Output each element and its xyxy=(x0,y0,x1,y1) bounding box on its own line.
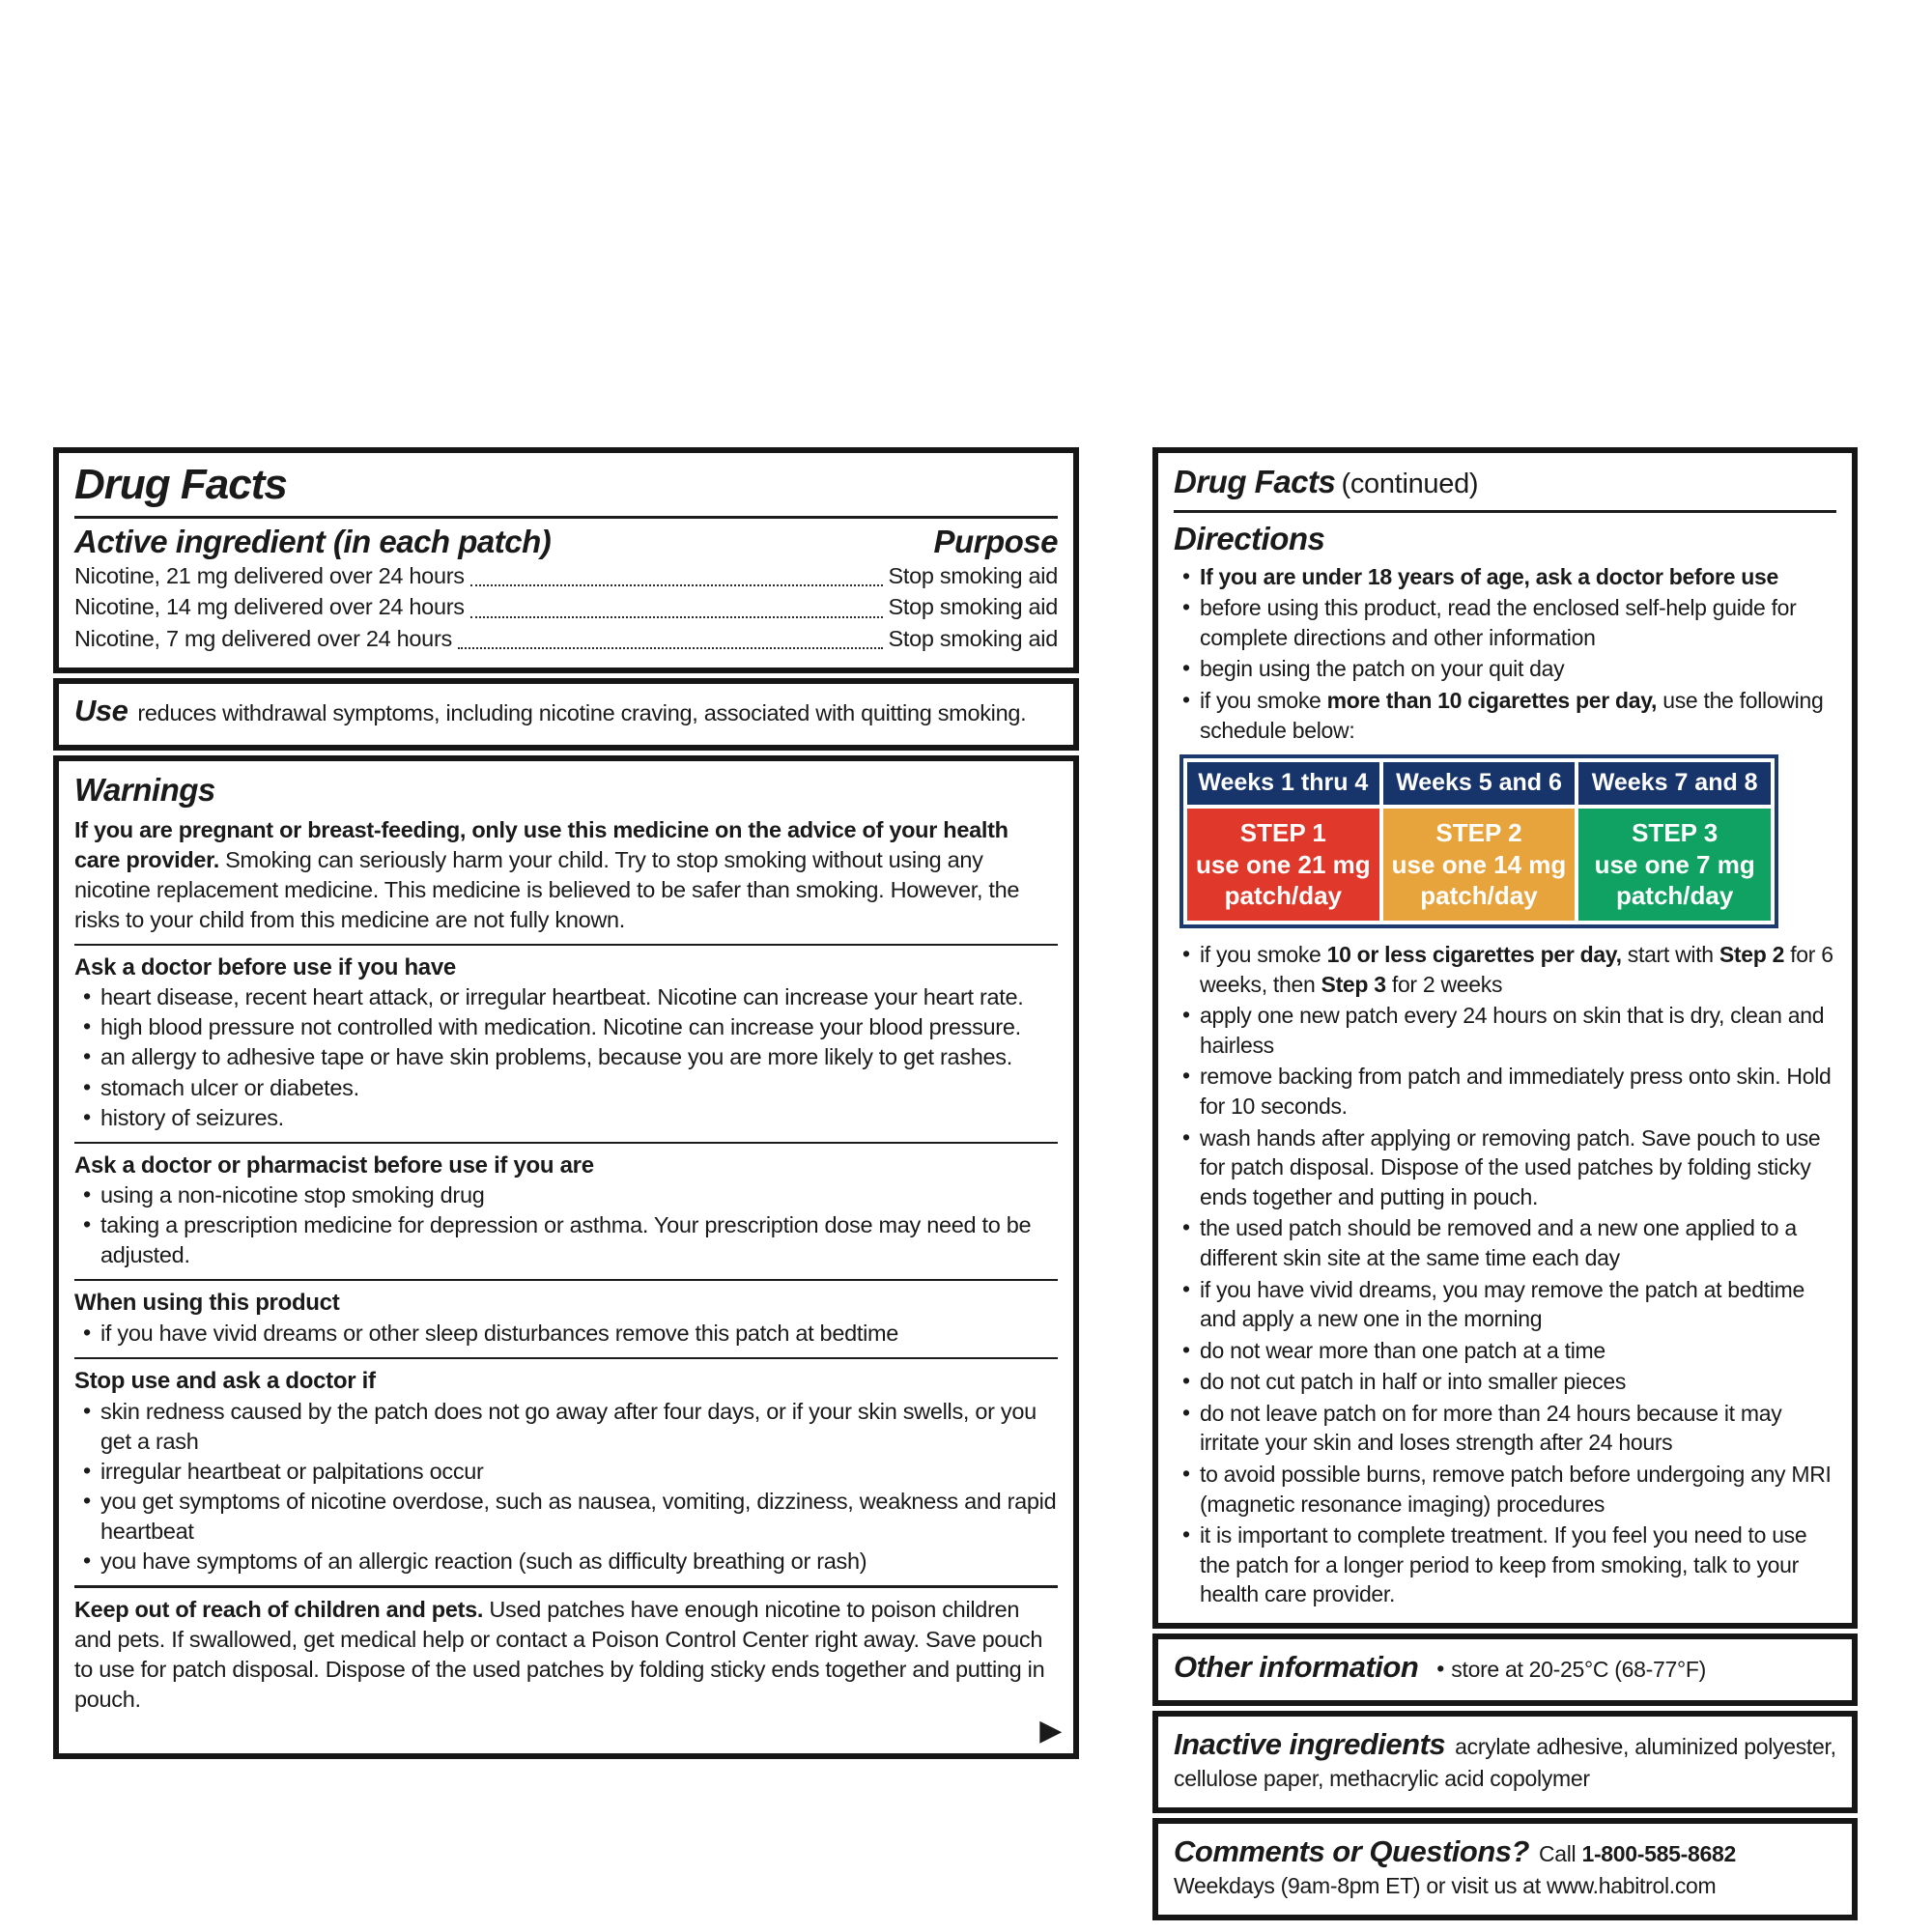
other-information-box xyxy=(1152,1634,1858,1706)
list-item: • do not cut patch in half or into smaller pieces xyxy=(1174,1367,1836,1397)
list-item: • you get symptoms of nicotine overdose, such as nausea, vomiting, dizziness, weakness and rapid heartbeat xyxy=(74,1487,1058,1547)
ingredient-name: Nicotine, 14 mg delivered over 24 hours xyxy=(74,594,465,620)
continued-title-row xyxy=(1174,461,1836,503)
step-dose: use one 14 mg xyxy=(1391,849,1567,879)
list-item: • you have symptoms of an allergic reaction (such as difficulty breathing or rash) xyxy=(74,1547,1058,1577)
list-item: • history of seizures. xyxy=(74,1103,1058,1133)
title-and-active-ingredient-box xyxy=(53,447,1079,673)
list-item: • remove backing from patch and immediately press onto skin. Hold for 10 seconds. xyxy=(1174,1062,1836,1121)
schedule-header-cell: Weeks 1 thru 4 xyxy=(1187,762,1379,805)
purpose-heading: Purpose xyxy=(933,524,1058,559)
list-item: • stomach ulcer or diabetes. xyxy=(74,1073,1058,1103)
list-item: • to avoid possible burns, remove patch before undergoing any MRI (magnetic resonance imaging) procedures xyxy=(1174,1460,1836,1519)
step-frequency: patch/day xyxy=(1420,880,1538,910)
title-rule xyxy=(1174,510,1836,513)
keep-out-section xyxy=(74,1585,1062,1747)
schedule-header-cell: Weeks 7 and 8 xyxy=(1578,762,1771,805)
step3-cell xyxy=(1578,809,1771,921)
list-item: • heart disease, recent heart attack, or irregular heartbeat. Nicotine can increase your heart rate. xyxy=(74,982,1058,1012)
ingredient-name: Nicotine, 21 mg delivered over 24 hours xyxy=(74,563,465,588)
step-frequency: patch/day xyxy=(1615,880,1734,910)
dotted-leader xyxy=(458,647,883,649)
other-information-heading: Other information xyxy=(1174,1649,1419,1684)
keep-out-text: Used patches have enough nicotine to poison children and pets. If swallowed, get medical help or contact a Poison Control Center right away. Save pouch to use for patch disposal. Dispose of the used patches by folding sticky ends together and putting in pouch. xyxy=(74,1596,1045,1712)
list-item: • high blood pressure not controlled with medication. Nicotine can increase your blood pressure. xyxy=(74,1012,1058,1042)
continued-suffix: (continued) xyxy=(1341,469,1479,499)
ask-doctor-heading: Ask a doctor before use if you have xyxy=(74,953,456,980)
when-using-heading: When using this product xyxy=(74,1290,340,1317)
list-item: • if you have vivid dreams, you may remove the patch at bedtime and apply a new one in the morning xyxy=(1174,1275,1836,1334)
list-item: • the used patch should be removed and a new one applied to a different skin site at the same time each day xyxy=(1174,1213,1836,1272)
list-item: • If you are under 18 years of age, ask a doctor before use xyxy=(1174,562,1836,592)
inactive-ingredients-box xyxy=(1152,1711,1858,1813)
ingredient-purpose: Stop smoking aid xyxy=(888,563,1058,588)
active-ingredient-header-row xyxy=(74,524,1058,560)
warnings-box xyxy=(53,755,1079,1759)
list-item: • it is important to complete treatment. If you feel you need to use the patch for a longer period to keep from smoking, talk to your health care provider. xyxy=(1174,1520,1836,1609)
drug-facts-title: Drug Facts xyxy=(74,461,287,508)
list-item: • do not leave patch on for more than 24 hours because it may irritate your skin and loses strength after 24 hours xyxy=(1174,1399,1836,1458)
list-item: • if you smoke 10 or less cigarettes per day, start with Step 2 for 6 weeks, then Step 3 for 2 weeks xyxy=(1174,940,1836,999)
list-item: • apply one new patch every 24 hours on skin that is dry, clean and hairless xyxy=(1174,1001,1836,1060)
pregnancy-warning-rest: Smoking can seriously harm your child. Try to stop smoking without using any nicotine replacement medicine. This medicine is believed to be safer than smoking. However, the risks to your child from this medicine are not fully known. xyxy=(74,846,1020,932)
list-item: • if you smoke more than 10 cigarettes per day, use the following schedule below: xyxy=(1174,686,1836,745)
pregnancy-warning xyxy=(74,815,1058,935)
ask-pharmacist-heading: Ask a doctor or pharmacist before use if you are xyxy=(74,1151,594,1179)
keep-out-bold: Keep out of reach of children and pets. xyxy=(74,1596,484,1622)
directions-heading: Directions xyxy=(1174,520,1325,556)
step1-cell xyxy=(1187,809,1379,921)
dotted-leader xyxy=(470,584,883,586)
directions-box xyxy=(1152,447,1858,1629)
step-dose: use one 21 mg xyxy=(1196,849,1371,879)
ingredient-row xyxy=(74,560,1058,591)
ingredient-purpose: Stop smoking aid xyxy=(888,594,1058,620)
use-heading: Use xyxy=(74,694,128,728)
warnings-heading: Warnings xyxy=(74,772,215,809)
use-text: reduces withdrawal symptoms, including nicotine craving, associated with quitting smoking. xyxy=(137,700,1027,726)
stop-use-section xyxy=(74,1357,1058,1577)
list-item: • wash hands after applying or removing patch. Save pouch to use for patch disposal. Dispose of the used patches by folding sticky ends together and putting in pouch. xyxy=(1174,1123,1836,1212)
list-item: • an allergy to adhesive tape or have skin problems, because you are more likely to get rashes. xyxy=(74,1042,1058,1072)
stop-use-heading: Stop use and ask a doctor if xyxy=(74,1367,376,1394)
ingredient-row xyxy=(74,591,1058,622)
step-schedule-table xyxy=(1179,754,1778,928)
list-item: • do not wear more than one patch at a time xyxy=(1174,1336,1836,1366)
schedule-header-cell: Weeks 5 and 6 xyxy=(1383,762,1576,805)
right-panel xyxy=(1152,447,1858,1920)
list-item: • taking a prescription medicine for depression or asthma. Your prescription dose may need to be adjusted. xyxy=(74,1210,1058,1270)
step-dose: use one 7 mg xyxy=(1594,849,1755,879)
inactive-ingredients-heading: Inactive ingredients xyxy=(1174,1727,1446,1762)
storage-note: • store at 20-25°C (68-77°F) xyxy=(1428,1655,1706,1685)
comments-text: Call 1-800-585-8682 Weekdays (9am-8pm ET) or visit us at www.habitrol.com xyxy=(1174,1840,1736,1899)
use-box xyxy=(53,678,1079,751)
ask-pharmacist-section xyxy=(74,1142,1058,1271)
comments-heading: Comments or Questions? xyxy=(1174,1833,1529,1868)
title-rule xyxy=(74,516,1058,519)
active-ingredient-heading: Active ingredient (in each patch) xyxy=(74,524,552,559)
step-label: STEP 3 xyxy=(1632,818,1719,848)
ingredient-row xyxy=(74,623,1058,654)
list-item: • using a non-nicotine stop smoking drug xyxy=(74,1180,1058,1210)
pregnancy-warning-bold: If you are pregnant or breast-feeding, only use this medicine on the advice of your health care provider. xyxy=(74,816,1009,872)
dotted-leader xyxy=(470,616,883,618)
step-label: STEP 1 xyxy=(1239,818,1326,848)
step-frequency: patch/day xyxy=(1224,880,1343,910)
when-using-section xyxy=(74,1279,1058,1349)
comments-box xyxy=(1152,1818,1858,1920)
list-item: • skin redness caused by the patch does not go away after four days, or if your skin swells, or you get a rash xyxy=(74,1397,1058,1457)
step2-cell xyxy=(1383,809,1576,921)
list-item: • before using this product, read the enclosed self-help guide for complete directions and other information xyxy=(1174,593,1836,652)
step-label: STEP 2 xyxy=(1435,818,1522,848)
ingredient-purpose: Stop smoking aid xyxy=(888,625,1058,651)
drug-facts-continued-title: Drug Facts xyxy=(1174,464,1336,499)
list-item: • irregular heartbeat or palpitations occur xyxy=(74,1457,1058,1487)
list-item: • if you have vivid dreams or other sleep disturbances remove this patch at bedtime xyxy=(74,1319,1058,1349)
ingredient-name: Nicotine, 7 mg delivered over 24 hours xyxy=(74,625,452,651)
list-item: • begin using the patch on your quit day xyxy=(1174,654,1836,684)
inactive-ingredients-text: acrylate adhesive, aluminized polyester, cellulose paper, methacrylic acid copolymer xyxy=(1174,1734,1836,1792)
ask-doctor-section xyxy=(74,944,1058,1133)
left-panel xyxy=(53,447,1079,1759)
continued-arrow-icon: ▶ xyxy=(1039,1714,1062,1747)
